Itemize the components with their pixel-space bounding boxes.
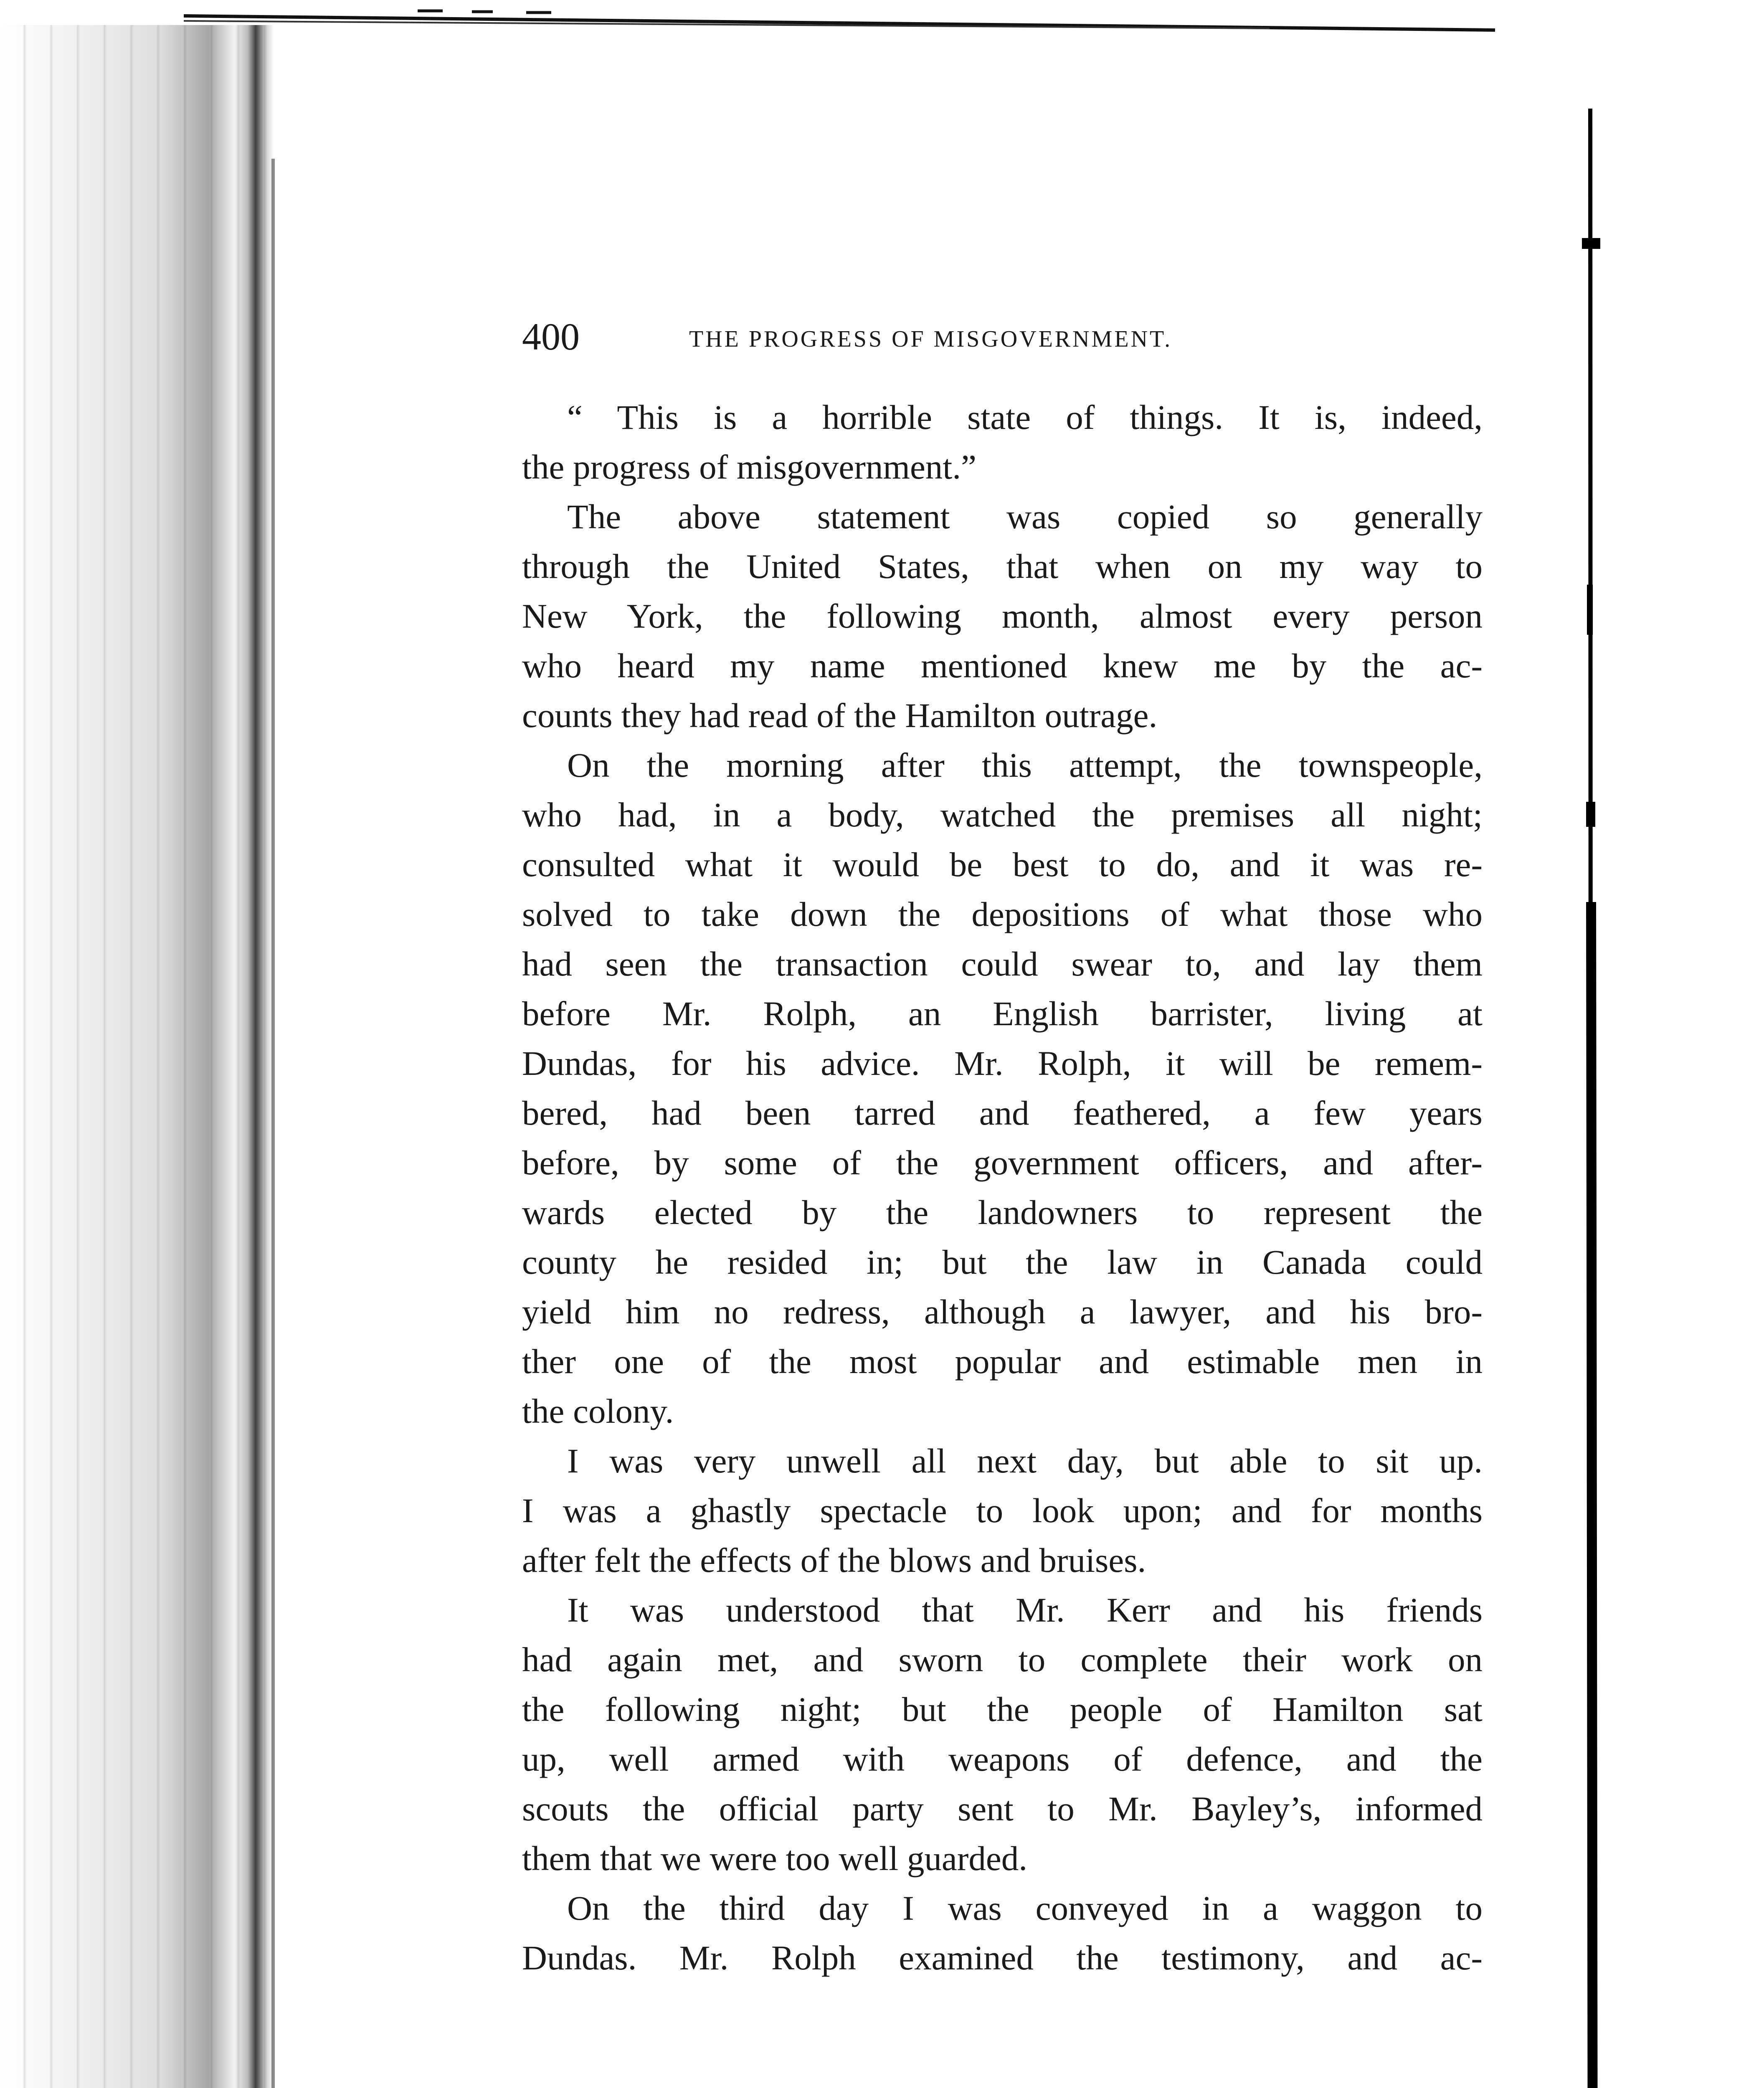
gutter-line xyxy=(271,159,275,2088)
text-line: before, by some of the government officers, and after- xyxy=(522,1143,1483,1182)
running-head-title: THE PROGRESS OF MISGOVERNMENT. xyxy=(689,326,1173,352)
page-number: 400 xyxy=(522,315,580,358)
binding-shadow xyxy=(0,25,267,2088)
text-line: the progress of misgovernment.” xyxy=(522,448,976,486)
text-line: county he resided in; but the law in Canada could xyxy=(522,1243,1483,1281)
text-line: before Mr. Rolph, an English barrister, living at xyxy=(522,994,1483,1033)
text-line: ther one of the most popular and estimable men in xyxy=(522,1342,1483,1381)
text-line: It was understood that Mr. Kerr and his friends xyxy=(567,1591,1483,1629)
text-line: yield him no redress, although a lawyer, and his bro- xyxy=(522,1292,1483,1331)
text-line: the colony. xyxy=(522,1392,674,1430)
text-line: Dundas. Mr. Rolph examined the testimony, and ac- xyxy=(522,1938,1483,1977)
text-line: who had, in a body, watched the premises all night; xyxy=(522,796,1483,834)
text-line: consulted what it would be best to do, and it was re- xyxy=(522,845,1483,884)
running-head xyxy=(522,317,1483,367)
text-line: counts they had read of the Hamilton outrage. xyxy=(522,696,1158,735)
text-line: through the United States, that when on my way to xyxy=(522,547,1483,585)
text-line: On the morning after this attempt, the townspeople, xyxy=(567,746,1483,784)
text-line: the following night; but the people of Hamilton sat xyxy=(522,1690,1483,1728)
text-line: Dundas, for his advice. Mr. Rolph, it will be remem- xyxy=(522,1044,1483,1082)
text-line: after felt the effects of the blows and bruises. xyxy=(522,1541,1146,1579)
text-line: them that we were too well guarded. xyxy=(522,1839,1027,1878)
text-line: up, well armed with weapons of defence, and the xyxy=(522,1740,1483,1778)
text-line: scouts the official party sent to Mr. Bayley’s, informed xyxy=(522,1789,1483,1828)
text-line: New York, the following month, almost every person xyxy=(522,597,1483,635)
text-line: had seen the transaction could swear to, and lay them xyxy=(522,945,1483,983)
right-edge-rule xyxy=(1574,109,1608,2088)
text-line: I was very unwell all next day, but able to sit up. xyxy=(567,1442,1483,1480)
text-line: I was a ghastly spectacle to look upon; and for months xyxy=(522,1491,1483,1530)
text-line: wards elected by the landowners to represent the xyxy=(522,1193,1483,1232)
text-line: who heard my name mentioned knew me by the ac- xyxy=(522,646,1483,685)
body-text xyxy=(522,393,1483,1983)
text-line: had again met, and sworn to complete their work on xyxy=(522,1640,1483,1679)
text-line: The above statement was copied so generally xyxy=(567,497,1483,536)
text-line: “ This is a horrible state of things. It is, indeed, xyxy=(567,398,1483,436)
text-line: bered, had been tarred and feathered, a few years xyxy=(522,1094,1483,1132)
top-page-edge xyxy=(184,8,1495,38)
text-line: solved to take down the depositions of what those who xyxy=(522,895,1483,933)
gutter-edge xyxy=(234,25,274,2088)
text-line: On the third day I was conveyed in a waggon to xyxy=(567,1889,1483,1927)
page xyxy=(522,317,1483,1983)
